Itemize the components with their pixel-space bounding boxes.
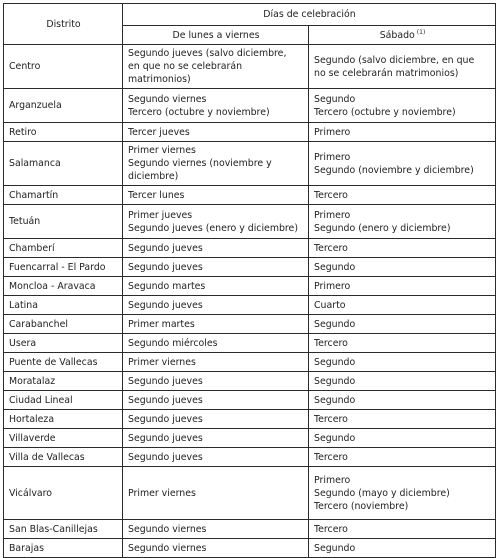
saturday-cell [309,142,496,186]
table-row [4,334,496,353]
weekdays-cell [123,315,309,334]
table-row [4,239,496,258]
header-celebration-days: Días de celebración [123,4,496,26]
saturday-line: Tercero [314,242,348,254]
saturday-line: Segundo [314,432,356,444]
saturday-cell [309,123,496,142]
weekdays-line: Segundo jueves [128,413,203,425]
header-saturday-label: Sábado [379,29,415,41]
saturday-cell [309,410,496,429]
table-body [4,45,496,558]
saturday-line: Primero [314,151,351,163]
weekdays-line: Tercer lunes [128,189,185,201]
weekdays-line: Primer viernes [128,487,196,499]
district-cell: Latina [4,296,123,315]
saturday-line: Tercero (octubre y noviembre) [314,106,456,118]
weekdays-line: Segundo jueves [128,432,203,444]
table-row [4,45,496,89]
weekdays-line: Segundo jueves [128,451,203,463]
weekdays-cell [123,186,309,205]
saturday-line: Tercero [314,413,348,425]
weekdays-line: diciembre) [128,171,179,182]
weekdays-line: Segundo martes [128,280,206,292]
district-cell: Retiro [4,123,123,142]
weekdays-cell [123,45,309,89]
table-row [4,205,496,239]
weekdays-line: Tercero (octubre y noviembre) [128,106,270,118]
district-cell: Arganzuela [4,89,123,123]
table-row [4,142,496,186]
saturday-line: Segundo [314,318,356,330]
saturday-line: Segundo (noviembre y diciembre) [314,164,474,176]
saturday-line: Cuarto [314,299,346,311]
weekdays-line: Segundo viernes [128,523,207,535]
saturday-line: Tercero [314,337,348,349]
weekdays-line: matrimonios) [128,74,191,85]
district-cell: Usera [4,334,123,353]
saturday-line: Segundo [314,356,356,368]
weekdays-cell [123,123,309,142]
weekdays-cell [123,391,309,410]
weekdays-cell [123,539,309,558]
district-cell: Carabanchel [4,315,123,334]
weekdays-cell [123,239,309,258]
weekdays-cell [123,410,309,429]
saturday-cell [309,277,496,296]
table-row [4,429,496,448]
celebration-days-table [3,3,496,558]
table-row [4,467,496,520]
header-district: Distrito [4,4,123,45]
saturday-line: Primero [314,280,351,292]
weekdays-line: Segundo viernes [128,93,207,105]
saturday-line: Segundo [314,542,356,554]
weekdays-cell [123,277,309,296]
weekdays-cell [123,334,309,353]
district-cell: Salamanca [4,142,123,186]
saturday-cell [309,448,496,467]
table-row [4,448,496,467]
saturday-cell [309,258,496,277]
table-row [4,372,496,391]
table-row [4,296,496,315]
saturday-cell [309,239,496,258]
weekdays-cell [123,372,309,391]
saturday-cell [309,429,496,448]
district-cell: Tetuán [4,205,123,239]
district-cell: Fuencarral - El Pardo [4,258,123,277]
saturday-cell [309,539,496,558]
saturday-line: Primero [314,126,351,138]
weekdays-cell [123,467,309,520]
saturday-line: Segundo [314,93,356,105]
saturday-line: Segundo [314,394,356,406]
header-weekdays: De lunes a viernes [123,26,309,45]
saturday-line: Tercero [314,523,348,535]
saturday-line: Tercero [314,189,348,201]
saturday-cell [309,520,496,539]
saturday-line: Segundo (mayo y diciembre) [314,487,450,499]
weekdays-cell [123,520,309,539]
weekdays-line: Segundo jueves [128,394,203,406]
saturday-cell [309,89,496,123]
weekdays-cell [123,448,309,467]
saturday-cell [309,205,496,239]
weekdays-cell [123,205,309,239]
table-row [4,123,496,142]
saturday-line: no se celebrarán matrimonios) [314,67,459,79]
district-cell: Moratalaz [4,372,123,391]
header-row-top [4,4,496,26]
table-row [4,315,496,334]
district-cell: San Blas-Canillejas [4,520,123,539]
saturday-cell [309,353,496,372]
district-cell: Puente de Vallecas [4,353,123,372]
weekdays-line: Segundo viernes [128,542,207,554]
weekdays-cell [123,258,309,277]
weekdays-line: Segundo jueves [128,299,203,311]
weekdays-line: Segundo jueves (enero y diciembre) [128,222,298,234]
district-cell: Chamartín [4,186,123,205]
table-row [4,258,496,277]
saturday-cell [309,372,496,391]
district-cell: Chamberí [4,239,123,258]
table-row [4,89,496,123]
saturday-line: Segundo [314,261,356,273]
header-saturday-footnote: (1) [416,28,426,36]
saturday-cell [309,296,496,315]
table-row [4,186,496,205]
table-row [4,353,496,372]
table-row [4,539,496,558]
saturday-cell [309,315,496,334]
weekdays-cell [123,89,309,123]
district-cell: Hortaleza [4,410,123,429]
district-cell: Moncloa - Aravaca [4,277,123,296]
weekdays-line: en que no se celebrarán [128,61,243,72]
saturday-line: Primero [314,474,351,486]
table-row [4,391,496,410]
weekdays-line: Segundo jueves (salvo diciembre, [128,48,287,59]
weekdays-line: Tercer jueves [128,126,190,138]
saturday-cell [309,467,496,520]
table-row [4,410,496,429]
saturday-cell [309,45,496,89]
saturday-cell [309,391,496,410]
weekdays-line: Primer martes [128,318,195,330]
weekdays-line: Segundo viernes (noviembre y [128,158,272,169]
weekdays-line: Segundo jueves [128,375,203,387]
table-row [4,520,496,539]
weekdays-cell [123,296,309,315]
celebration-days-table-wrapper [3,3,496,558]
weekdays-cell [123,429,309,448]
saturday-line: Tercero [314,451,348,463]
weekdays-cell [123,353,309,372]
district-cell: Vicálvaro [4,467,123,520]
table-row [4,277,496,296]
district-cell: Ciudad Lineal [4,391,123,410]
saturday-line: Primero [314,209,351,221]
weekdays-line: Segundo miércoles [128,337,218,349]
weekdays-line: Segundo jueves [128,261,203,273]
district-cell: Villa de Vallecas [4,448,123,467]
saturday-line: Segundo [314,375,356,387]
saturday-line: Segundo (salvo diciembre, en que [314,54,475,66]
weekdays-line: Primer viernes [128,145,196,156]
saturday-cell [309,186,496,205]
district-cell: Centro [4,45,123,89]
weekdays-line: Segundo jueves [128,242,203,254]
saturday-cell [309,334,496,353]
district-cell: Barajas [4,539,123,558]
weekdays-line: Primer viernes [128,356,196,368]
weekdays-cell [123,142,309,186]
weekdays-line: Primer jueves [128,209,193,221]
header-saturday [309,26,496,45]
saturday-line: Segundo (enero y diciembre) [314,222,451,234]
saturday-line: Tercero (noviembre) [314,500,409,512]
district-cell: Villaverde [4,429,123,448]
